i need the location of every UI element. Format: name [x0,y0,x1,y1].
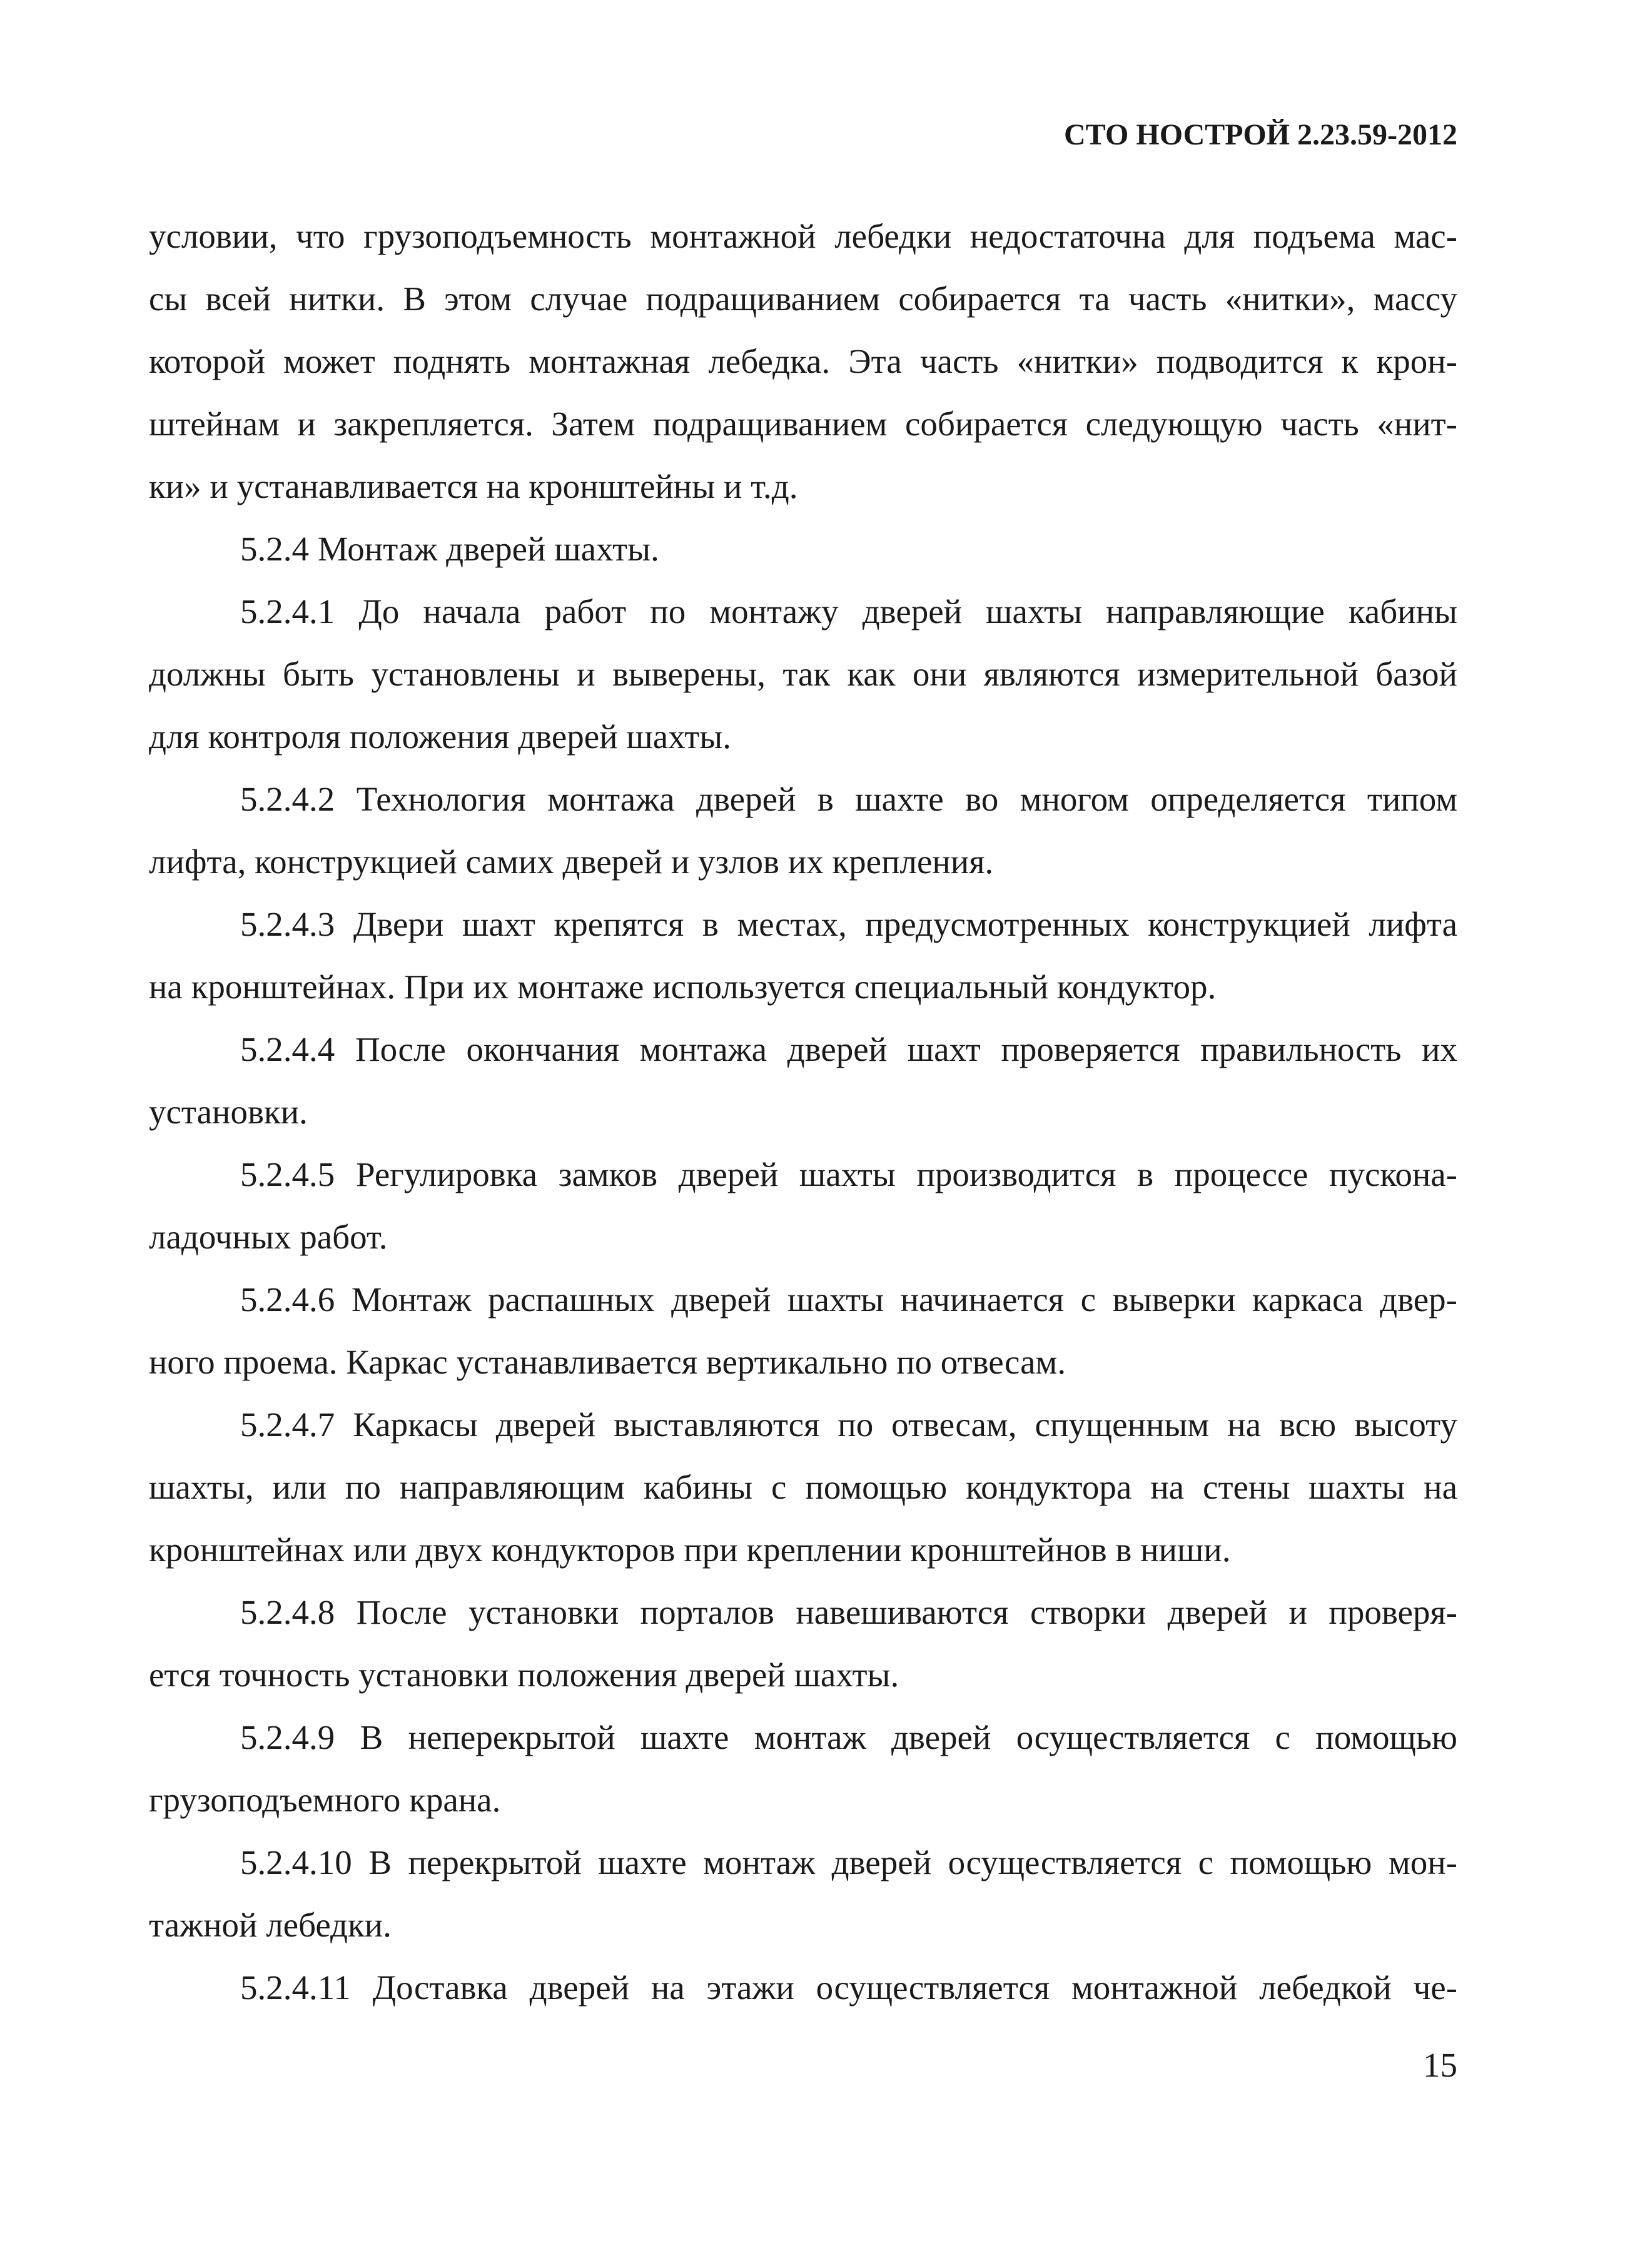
paragraph-first-line: 5.2.4.10 В перекрытой шахте монтаж дверей осуществляется с помощью мон- [240,1843,1457,1881]
text-line: штейнам и закрепляется. Затем подращиванием собирается следующую часть «нит- [149,405,1457,443]
text-line: сы всей нитки. В этом случае подращиванием собирается та часть «нитки», массу [149,280,1457,318]
paragraph-first-line: 5.2.4.8 После установки порталов навешиваются створки дверей и проверя- [240,1593,1457,1631]
text-line: на кронштейнах. При их монтаже используется специальный кондуктор. [149,968,1217,1006]
paragraph-first-line: 5.2.4.2 Технология монтажа дверей в шахте во многом определяется типом [240,780,1457,818]
text-line: кронштейнах или двух кондукторов при креплении кронштейнов в ниши. [149,1531,1231,1569]
document-code-header: СТО НОСТРОЙ 2.23.59-2012 [1063,118,1457,151]
paragraph-first-line: 5.2.4.6 Монтаж распашных дверей шахты начинается с выверки каркаса двер- [240,1280,1457,1319]
text-line: шахты, или по направляющим кабины с помощью кондуктора на стены шахты на [149,1468,1457,1506]
text-line: тажной лебедки. [149,1906,392,1944]
paragraph-first-line: 5.2.4.9 В неперекрытой шахте монтаж дверей осуществляется с помощью [240,1718,1457,1756]
text-line: грузоподъемного крана. [149,1781,501,1819]
text-line: должны быть установлены и выверены, так как они являются измерительной базой [149,655,1457,693]
text-line: для контроля положения дверей шахты. [149,717,731,756]
paragraph-first-line: 5.2.4.7 Каркасы дверей выставляются по отвесам, спущенным на всю высоту [240,1405,1457,1444]
paragraph-first-line: 5.2.4.1 До начала работ по монтажу дверей шахты направляющие кабины [240,592,1457,630]
paragraph-first-line: 5.2.4.5 Регулировка замков дверей шахты производится в процессе пускона- [240,1155,1457,1193]
paragraph-first-line: 5.2.4.11 Доставка дверей на этажи осуществляется монтажной лебедкой че- [240,1968,1457,2007]
text-line: условии, что грузоподъемность монтажной лебедки недостаточна для подъема мас- [149,217,1457,255]
text-line: ладочных работ. [149,1218,388,1256]
text-line: лифта, конструкцией самих дверей и узлов их крепления. [149,843,994,881]
paragraph-first-line: 5.2.4.3 Двери шахт крепятся в местах, предусмотренных конструкцией лифта [240,905,1457,943]
text-line: ного проема. Каркас устанавливается вертикально по отвесам. [149,1343,1066,1381]
text-line: ки» и устанавливается на кронштейны и т.д. [149,467,798,505]
page-number: 15 [1423,2046,1457,2084]
text-line: которой может поднять монтажная лебедка. Эта часть «нитки» подводится к крон- [149,342,1457,380]
text-line: ется точность установки положения дверей шахты. [149,1656,899,1694]
text-line: установки. [149,1093,308,1131]
paragraph-first-line: 5.2.4 Монтаж дверей шахты. [240,530,659,568]
paragraph-first-line: 5.2.4.4 После окончания монтажа дверей шахт проверяется правильность их [240,1030,1457,1068]
body-text [149,205,1457,2019]
